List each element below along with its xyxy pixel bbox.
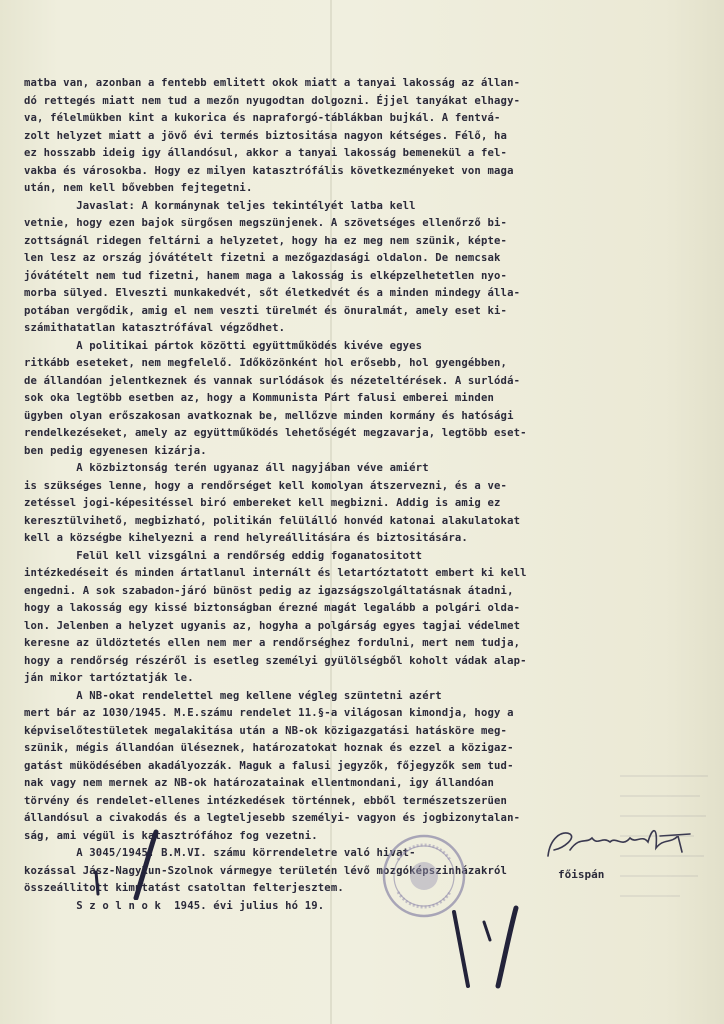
text-line: hogy a lakosság egy kissé biztonságban érezné magát legalább a polgári olda- — [24, 602, 521, 614]
text-line: ben pedig egyenesen kizárja. — [24, 444, 207, 457]
text-line: zottságnál ridegen feltárni a helyzetet, hogy ha ez meg nem szünik, képte- — [24, 234, 508, 247]
text-line: dó rettegés miatt nem tud a mezőn nyugodtan dolgozni. Éjjel tanyákat elhagy- — [24, 94, 521, 107]
round-stamp-icon — [378, 830, 470, 922]
text-line: ján mikor tartóztatják le. — [24, 672, 194, 684]
text-line: képviselőtestületek megalakitása után a NB-ok közigazgatási hatásköre meg- — [24, 724, 508, 737]
text-line: kell a községbe kihelyezni a rend helyreállitására és biztositására. — [24, 532, 468, 544]
text-line: nak vagy nem mernek az NB-ok határozatainak ellentmondani, igy állandóan — [24, 777, 495, 789]
text-line: de állandóan jelentkeznek és vannak surlódások és nézeteltérések. A surlódá- — [24, 374, 521, 387]
text-line: len lesz az ország jóvátételt fizetni a mezőgazdasági oldalon. De nemcsak — [24, 252, 501, 264]
text-line: S z o l n o k 1945. évi julius hó 19. — [24, 899, 325, 912]
text-line: intézkedéseit és minden ártatlanul internált és letartóztatott embert ki kell — [24, 567, 527, 579]
text-line: állandósul a civakodás és a legteljesebb személyi- vagyon és jogbizonytalan- — [24, 812, 521, 824]
text-line: rendelkezéseket, amely az együttműködés lehetőségét megzavarja, legtöbb eset- — [24, 427, 527, 439]
text-line: jóvátételt nem tud fizetni, hanem maga a lakosság is elképzelhetetlen nyo- — [24, 269, 508, 282]
text-line: sok oka legtöbb esetben az, hogy a Kommunista Párt falusi emberei minden — [24, 392, 495, 404]
text-line: szünik, mégis állandóan üléseznek, határozatokat hoznak és ezzel a közigaz- — [24, 742, 514, 754]
text-line: lon. Jelenben a helyzet ugyanis az, hogyha a polgárság egyes tagjai védelmet — [24, 619, 521, 632]
text-line: vakba és városokba. Hogy ez milyen katasztrófális következményeket von maga — [24, 164, 514, 177]
text-line: A 3045/1945. B.M.VI. számu körrendeletre való hivat- — [24, 847, 416, 859]
text-line: összeállitott kimutatást csatoltan felterjesztem. — [24, 882, 344, 894]
text-line: ez hosszabb ideig igy állandósul, akkor a tanyai lakosság bemenekül a fel- — [24, 147, 508, 159]
text-line: Felül kell vizsgálni a rendőrség eddig foganatositott — [24, 549, 423, 562]
text-line: hogy a rendőrség részéről is esetleg személyi gyülölségből koholt vádak alap- — [24, 654, 527, 667]
text-line: ság, ami végül is katasztrófához fog vezetni. — [24, 829, 318, 842]
letter-body — [24, 75, 714, 915]
text-line: gatást müködésében akadályozzák. Maguk a falusi jegyzők, főjegyzők sem tud- — [24, 759, 514, 772]
text-line: A közbiztonság terén ugyanaz áll nagyjában véve amiért — [24, 462, 429, 474]
text-line: mert bár az 1030/1945. M.E.számu rendelet 11.§-a világosan kimondja, hogy a — [24, 707, 514, 719]
text-line: ritkább eseteket, nem megfelelő. Időközönként hol erősebb, hol gyengébben, — [24, 357, 508, 369]
text-line: zolt helyzet miatt a jövő évi termés biztositása nagyon kétséges. Félő, ha — [24, 129, 508, 142]
bleed-through-text — [620, 766, 710, 906]
text-line: is szükséges lenne, hogy a rendőrséget kell komolyan átszervezni, és a ve- — [24, 479, 508, 492]
text-line: törvény és rendelet-ellenes intézkedések történnek, ebből természetszerüen — [24, 794, 508, 807]
text-line: morba sülyed. Elveszti munkakedvét, sőt életkedvét és a minden mindegy álla- — [24, 287, 521, 299]
text-line: kozással Jász-Nagykun-Szolnok vármegye területén lévő mozgóképszinházakról — [24, 864, 508, 877]
handwritten-slash-mark-left — [86, 820, 166, 900]
text-line: után, nem kell bővebben fejtegetni. — [24, 182, 253, 194]
signatory-title: főispán — [558, 868, 605, 881]
text-line: va, félelmükben kint a kukorica és napraforgó-táblákban bujkál. A fentvá- — [24, 112, 501, 124]
text-line: potában vergődik, amig el nem veszti türelmét és önuralmát, amely eset ki- — [24, 304, 508, 317]
text-line: számithatatlan katasztrófával végződhet. — [24, 322, 286, 334]
text-line: ügyben olyan erőszakosan avatkoznak be, mellőzve minden kormány és hatósági — [24, 409, 514, 422]
text-line: A politikai pártok közötti együttműködés kivéve egyes — [24, 339, 423, 352]
text-line: vetnie, hogy ezen bajok sürgősen megszünjenek. A szövetséges ellenőrző bi- — [24, 217, 508, 229]
text-line: A NB-okat rendelettel meg kellene végleg szüntetni azért — [24, 689, 442, 702]
text-line: Javaslat: A kormánynak teljes tekintélyét latba kell — [24, 199, 416, 212]
text-line: engedni. A sok szabadon-járó bünöst pedig az igazságszolgáltatásnak átadni, — [24, 584, 514, 597]
text-line: keresne az üldöztetés ellen nem mer a rendőrséghez fordulni, mert nem tudja, — [24, 637, 521, 649]
text-line: zetéssel jogi-képesitéssel biró embereket kell megbizni. Addig is amig ez — [24, 497, 501, 509]
text-line: keresztülvihető, megbizható, politikán felülálló honvéd katonai alakulatokat — [24, 514, 521, 527]
text-line: matba van, azonban a fentebb emlitett okok miatt a tanyai lakosság az állan- — [24, 77, 521, 89]
